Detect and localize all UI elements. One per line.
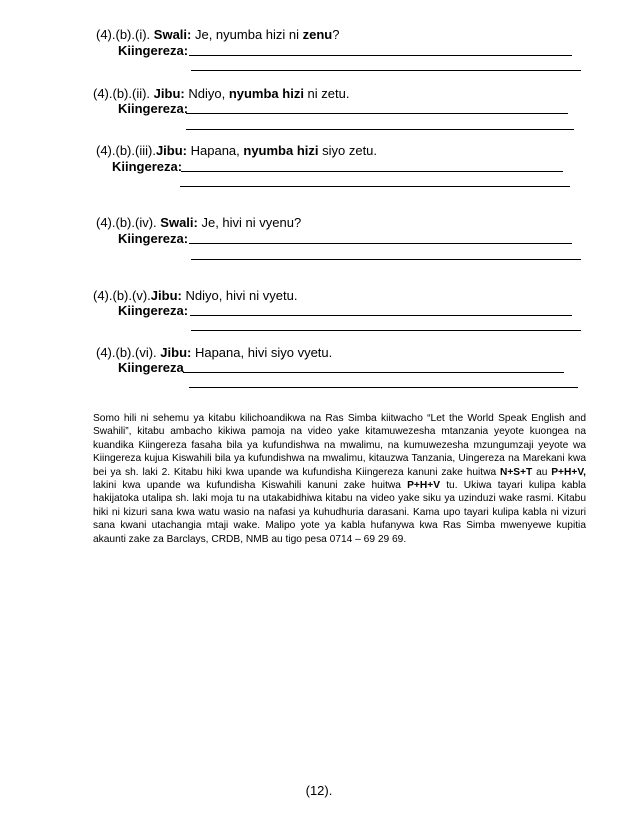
question-text: (4).(b).(i). Swali: Je, nyumba hizi ni zenu?: [96, 27, 340, 42]
answer-line[interactable]: [191, 330, 581, 331]
question-text: (4).(b).(vi). Jibu: Hapana, hivi siyo vyetu.: [96, 345, 333, 360]
answer-line[interactable]: [180, 186, 570, 187]
question-text: (4).(b).(iv). Swali: Je, hivi ni vyenu?: [96, 215, 302, 230]
question-text: (4).(b).(ii). Jibu: Ndiyo, nyumba hizi ni zetu.: [93, 86, 350, 101]
answer-line[interactable]: [189, 387, 578, 388]
answer-line[interactable]: [186, 113, 568, 114]
answer-line[interactable]: [191, 259, 581, 260]
answer-line[interactable]: [189, 55, 572, 56]
answer-line[interactable]: [183, 372, 564, 373]
answer-line[interactable]: [190, 315, 572, 316]
book-info-paragraph: Somo hili ni sehemu ya kitabu kilichoandikwa na Ras Simba kiitwacho “Let the World Speak English and Swahili”, kitabu ambacho kikiwa pamoja na video yake kitamuwezesha mtanzania yeyote kuongea na kuandika Kiingereza fasaha bila ya kufundishwa na mwalimu, na kumuwezesha mzungumzaji yeyote wa Kiingereza kujua Kiswahili bila ya kufundishwa na mwalimu, kitauzwa Tanzania, Uingereza na Marekani kwa bei ya sh. laki 2. Kitabu hiki kwa upande wa kufundisha Kiingereza kanuni zake huitwa N+S+T au P+H+V, lakini kwa upande wa kufundisha Kiswahili kanuni zake huitwa P+H+V tu. Ukiwa tayari kulipa kabla hakijatoka utalipa sh. laki moja tu na utakabidhiwa kitabu na video yake siku ya uzinduzi wake rasmi. Kitabu hiki ni kizuri sana kwa watu wasio na nafasi ya kuhudhuria darasani. Kama upo tayari kulipa kabla ni vizuri sana kwani utachangia mtaji wake. Malipo yote ya kabla hufanywa kwa Ras Simba mwenyewe kupitia akaunti zake za Barclays, CRDB, NMB au tigo pesa 0714 – 69 29 69.: [93, 413, 587, 545]
translation-label: Kiingereza: [118, 360, 184, 375]
answer-line[interactable]: [186, 129, 574, 130]
translation-label: Kiingereza:: [118, 231, 189, 246]
translation-label: Kiingereza:: [118, 43, 189, 58]
question-text: (4).(b).(v).Jibu: Ndiyo, hivi ni vyetu.: [93, 288, 298, 303]
translation-label: Kiingereza:: [118, 303, 189, 318]
question-text: (4).(b).(iii).Jibu: Hapana, nyumba hizi siyo zetu.: [96, 143, 378, 158]
answer-line[interactable]: [189, 243, 572, 244]
answer-line[interactable]: [181, 171, 563, 172]
translation-label: Kiingereza:: [118, 101, 189, 116]
page-number: (12).: [305, 783, 333, 798]
translation-label: Kiingereza:: [112, 159, 183, 174]
answer-line[interactable]: [191, 70, 581, 71]
